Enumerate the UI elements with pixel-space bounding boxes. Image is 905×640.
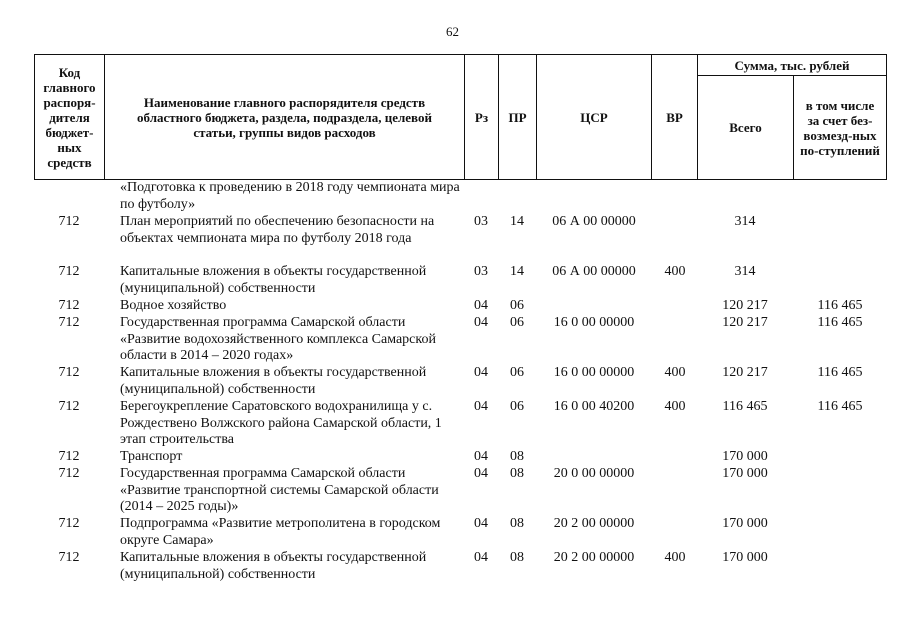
row-name: Транспорт xyxy=(120,449,183,464)
row-rz: 03 xyxy=(474,214,488,229)
row-csr: 16 0 00 40200 xyxy=(553,399,635,414)
row-rz: 04 xyxy=(474,298,488,313)
row-pr: 08 xyxy=(510,516,524,531)
row-total: 120 217 xyxy=(722,315,768,330)
row-code: 712 xyxy=(58,399,80,414)
row-total: 170 000 xyxy=(722,449,768,464)
row-name: Государственная программа Самарской области «Развитие водохозяйственного комплекса Самарской области в 2014 – 2020 годах» xyxy=(120,315,436,363)
row-code: 712 xyxy=(58,550,80,565)
header-code: Код главного распоря-дителя бюджет-ных средств xyxy=(43,64,96,170)
row-total: 170 000 xyxy=(722,516,768,531)
header-vr: ВР xyxy=(666,109,683,125)
table-body xyxy=(34,180,887,584)
row-free: 116 465 xyxy=(817,298,863,313)
row-vr: 400 xyxy=(664,399,686,414)
row-csr: 20 2 00 00000 xyxy=(553,550,635,565)
row-total: 170 000 xyxy=(722,550,768,565)
table-row xyxy=(34,449,887,466)
row-name: Государственная программа Самарской области «Развитие транспортной системы Самарской области (2014 – 2025 годы)» xyxy=(120,466,439,514)
row-pr: 06 xyxy=(510,298,524,313)
row-total: 116 465 xyxy=(722,399,768,414)
col-divider xyxy=(886,54,887,180)
row-pr: 06 xyxy=(510,365,524,380)
table-row xyxy=(34,180,887,214)
row-csr: 16 0 00 00000 xyxy=(553,315,635,330)
row-name: Капитальные вложения в объекты государственной (муниципальной) собственности xyxy=(120,550,427,582)
row-total: 120 217 xyxy=(722,298,768,313)
header-total: Всего xyxy=(729,120,762,135)
row-total: 314 xyxy=(734,214,756,229)
row-rz: 04 xyxy=(474,365,488,380)
row-code: 712 xyxy=(58,264,80,279)
row-pr: 14 xyxy=(510,264,524,279)
table-row xyxy=(34,264,887,298)
header-free: в том числе за счет без-возмезд-ных по-ступлений xyxy=(800,97,880,158)
row-pr: 06 xyxy=(510,315,524,330)
row-pr: 08 xyxy=(510,449,524,464)
row-total: 314 xyxy=(734,264,756,279)
row-csr: 06 А 00 00000 xyxy=(552,214,636,229)
row-rz: 04 xyxy=(474,466,488,481)
row-pr: 08 xyxy=(510,466,524,481)
row-vr: 400 xyxy=(664,264,686,279)
row-rz: 04 xyxy=(474,315,488,330)
row-csr: 20 2 00 00000 xyxy=(553,516,635,531)
row-name: Водное хозяйство xyxy=(120,298,227,313)
row-csr: 20 0 00 00000 xyxy=(553,466,635,481)
row-rz: 04 xyxy=(474,550,488,565)
row-free: 116 465 xyxy=(817,365,863,380)
page-number: 62 xyxy=(446,24,459,39)
row-total: 170 000 xyxy=(722,466,768,481)
header-rz: Рз xyxy=(474,109,489,125)
row-name: Подпрограмма «Развитие метрополитена в городском округе Самара» xyxy=(120,516,441,548)
table-header xyxy=(34,54,887,180)
row-code: 712 xyxy=(58,516,80,531)
table-row xyxy=(34,298,887,315)
table-row xyxy=(34,550,887,584)
table-row xyxy=(34,399,887,449)
row-free: 116 465 xyxy=(817,315,863,330)
row-name: План мероприятий по обеспечению безопасности на объектах чемпионата мира по футболу 2018 года xyxy=(120,214,435,246)
row-name: Капитальные вложения в объекты государственной (муниципальной) собственности xyxy=(120,365,427,397)
row-code: 712 xyxy=(58,449,80,464)
row-rz: 04 xyxy=(474,516,488,531)
table-row xyxy=(34,516,887,550)
header-pr: ПР xyxy=(508,109,527,125)
table-row xyxy=(34,466,887,516)
row-name: Берегоукрепление Саратовского водохранилища у с. Рождествено Волжского района Самарской области, 1 этап строительства xyxy=(120,399,442,447)
row-csr: 16 0 00 00000 xyxy=(553,365,635,380)
header-csr: ЦСР xyxy=(580,109,608,125)
row-pr: 14 xyxy=(510,214,524,229)
row-name: «Подготовка к проведению в 2018 году чемпионата мира по футболу» xyxy=(120,180,460,212)
table-row xyxy=(34,214,887,264)
row-code: 712 xyxy=(58,315,80,330)
row-pr: 06 xyxy=(510,399,524,414)
row-rz: 04 xyxy=(474,449,488,464)
row-code: 712 xyxy=(58,466,80,481)
row-code: 712 xyxy=(58,298,80,313)
row-rz: 03 xyxy=(474,264,488,279)
row-free: 116 465 xyxy=(817,399,863,414)
row-csr: 06 А 00 00000 xyxy=(552,264,636,279)
row-rz: 04 xyxy=(474,399,488,414)
row-name: Капитальные вложения в объекты государственной (муниципальной) собственности xyxy=(120,264,427,296)
row-code: 712 xyxy=(58,214,80,229)
table-row xyxy=(34,365,887,399)
row-total: 120 217 xyxy=(722,365,768,380)
header-sum: Сумма, тыс. рублей xyxy=(734,57,850,73)
header-name: Наименование главного распорядителя средств областного бюджета, раздела, подраздела, целевой статьи, группы видов расходов xyxy=(137,94,432,140)
row-vr: 400 xyxy=(664,550,686,565)
row-pr: 08 xyxy=(510,550,524,565)
table-row xyxy=(34,315,887,365)
row-code: 712 xyxy=(58,365,80,380)
row-vr: 400 xyxy=(664,365,686,380)
